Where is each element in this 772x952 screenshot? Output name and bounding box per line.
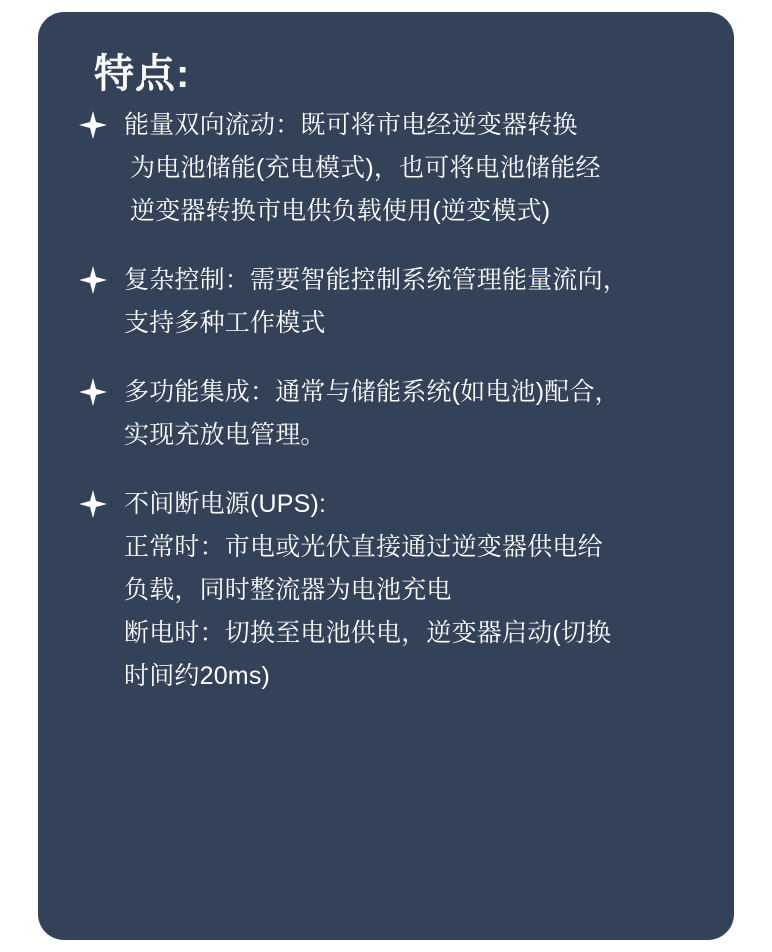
four-point-star-icon (78, 110, 108, 140)
text-line: 能量双向流动：既可将市电经逆变器转换 (124, 111, 578, 139)
four-point-star-icon (78, 265, 108, 295)
list-item-text (124, 371, 700, 457)
text-line: 实现充放电管理。 (124, 421, 326, 449)
text-line: 时间约20ms) (124, 662, 271, 690)
text-line: 断电时：切换至电池供电，逆变器启动(切换 (124, 619, 612, 647)
text-line: 复杂控制：需要智能控制系统管理能量流向， (124, 266, 629, 294)
list-item-text (124, 104, 700, 233)
four-point-star-icon (78, 377, 108, 407)
list-item (72, 371, 700, 457)
text-line: 逆变器转换市电供负载使用(逆变模式) (130, 197, 551, 225)
text-line: 为电池储能(充电模式)，也可将电池储能经 (130, 154, 601, 182)
text-line: 支持多种工作模式 (124, 309, 326, 337)
list-item (72, 259, 700, 345)
four-point-star-icon (78, 489, 108, 519)
list-item (72, 483, 700, 698)
list-item (72, 104, 700, 233)
text-line: 负载，同时整流器为电池充电 (124, 576, 452, 604)
text-line: 正常时：市电或光伏直接通过逆变器供电给 (124, 533, 603, 561)
list-item-text (124, 483, 700, 698)
features-card (38, 12, 734, 940)
feature-list (72, 104, 700, 698)
list-item-text (124, 259, 700, 345)
page-title: 特点: (94, 52, 191, 96)
text-line: 不间断电源(UPS): (124, 490, 327, 518)
text-line: 多功能集成：通常与储能系统(如电池)配合， (124, 378, 620, 406)
